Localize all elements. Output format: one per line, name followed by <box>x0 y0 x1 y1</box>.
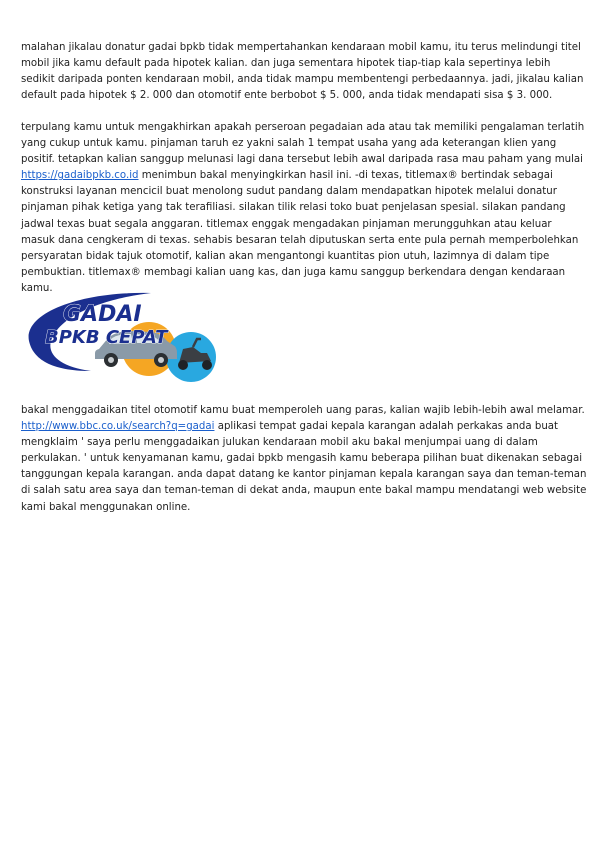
logo-text-bpkb-cepat: BPKB CEPAT <box>45 327 168 348</box>
paragraph-2-text-end: menimbun bakal menyingkirkan hasil ini. -di texas, titlemax® bertindak sebagai konstruksi layanan mencicil buat menolong sudut pandang dalam mendapatkan hipotek melalui donatur pinjaman pihak ketiga yang tak terafiliasi. silakan tilik relasi toko buat penjelasan spesial. silakan pandang jadwal texas buat segala anggaran. titlemax enggak mengadakan pinjaman merungguhkan atau keluar masuk dana cengkeram di texas. sehabis besaran telah diputuskan serta ente pula pernah memperbolehkan persyaratan bidak tajuk otomotif, kalian akan mengantongi kuantitas pion utuh, lazimnya di dalam tipe pembuktian. titlemax® membagi kalian uang kas, dan juga kamu sanggup berkendara dengan kendaraan kamu. <box>21 170 579 294</box>
logo-graphic <box>21 283 221 383</box>
gadaibpkb-link[interactable]: https://gadaibpkb.co.id <box>21 170 139 182</box>
logo-text-gadai: GADAI <box>63 302 142 327</box>
paragraph-1 <box>21 40 587 104</box>
paragraph-3 <box>21 403 587 516</box>
paragraph-3-text-end: aplikasi tempat gadai kepala karangan adalah perkakas anda buat mengklaim ' saya perlu menggadaikan julukan kendaraan mobil aku bakal menjumpai uang di dalam perkulakan. ' untuk kenyamanan kamu, gadai bpkb mengasih kamu beberapa pilihan buat dikenakan sebagai tanggungan kepala karangan. anda dapat datang ke kantor pinjaman kepala karangan saya dan teman-teman di salah satu area saya dan teman-teman di dekat anda, maupun ente bakal mampu mendatangi web website kami bakal menggunakan online. <box>21 421 587 513</box>
bbc-search-link[interactable]: http://www.bbc.co.uk/search?q=gadai <box>21 421 215 433</box>
paragraph-1-text: malahan jikalau donatur gadai bpkb tidak mempertahankan kendaraan mobil kamu, itu terus melindungi titel mobil jika kamu default pada hipotek kalian. dan juga sementara hipotek tiap-tiap kala sepertinya lebih sedikit daripada ponten kendaraan mobil, anda tidak mampu membentengi perbedaannya. jadi, jikalau kalian default pada hipotek $ 2. 000 dan otomotif ente berbobot $ 5. 000, anda tidak mendapati sisa $ 3. 000. <box>21 42 584 102</box>
paragraph-3-text-start: bakal menggadaikan titel otomotif kamu buat memperoleh uang paras, kalian wajib lebih-lebih awal melamar. <box>21 405 585 416</box>
paragraph-2 <box>21 120 587 297</box>
paragraph-2-text-start: terpulang kamu untuk mengakhirkan apakah perseroan pegadaian ada atau tak memiliki pengalaman terlatih yang cukup untuk kamu. pinjaman taruh ez yakni salah 1 tempat usaha yang ada keterangan klien yang positif. tetapkan kalian sanggup melunasi lagi dana tersebut lebih awal daripada rasa mau paham yang mulai <box>21 122 585 166</box>
gadai-bpkb-cepat-logo <box>21 283 221 383</box>
